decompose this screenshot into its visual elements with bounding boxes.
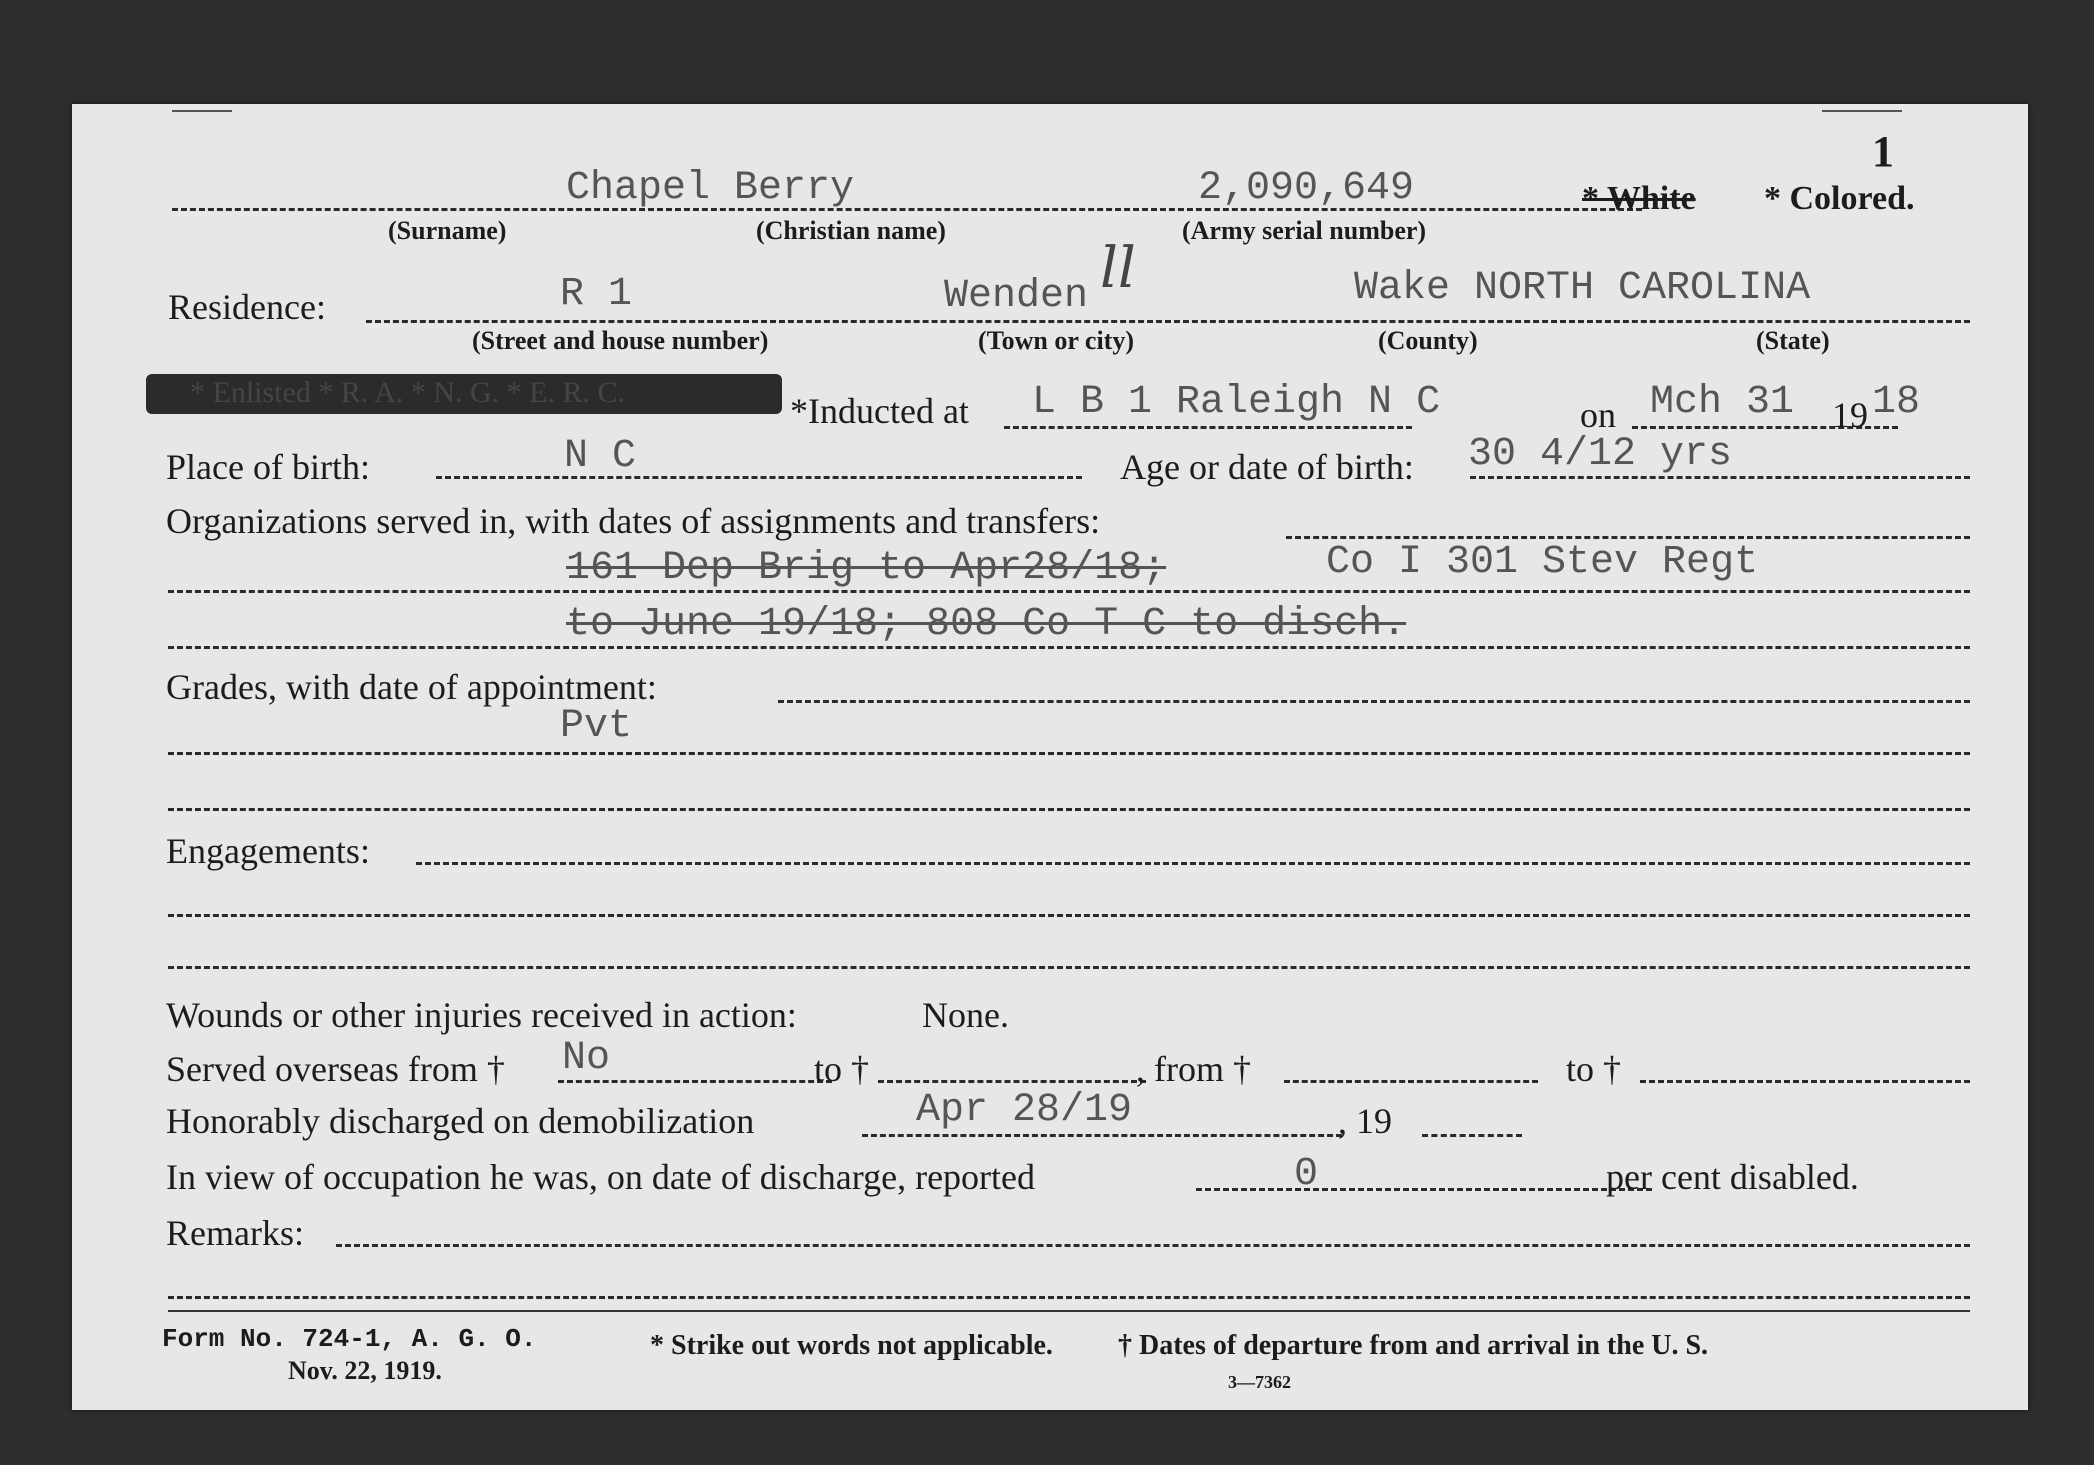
county-state-value: Wake NORTH CAROLINA (1354, 266, 1811, 311)
inducted-label: *Inducted at (790, 391, 969, 431)
overseas-from2-label: , from † (1136, 1049, 1251, 1089)
card-number: 1 (1872, 127, 1894, 176)
enlisted-struck: * Enlisted * R. A. * N. G. * E. R. C. (190, 376, 626, 409)
discharge-line (862, 1134, 1342, 1137)
surname-value: Chapel Berry (566, 166, 855, 211)
org-line1b: Co I 301 Stev Regt (1326, 540, 1759, 585)
caption-christian: (Christian name) (756, 216, 946, 245)
overseas-from-value: No (562, 1036, 611, 1081)
overseas-from2-line (1284, 1080, 1538, 1083)
race-white: * White (1582, 180, 1696, 217)
strike-note: * Strike out words not applicable. (650, 1330, 1053, 1361)
disability-label: In view of occupation he was, on date of discharge, reported (166, 1157, 1036, 1197)
engagements-label: Engagements: (166, 831, 370, 871)
discharge-year-line (1422, 1134, 1522, 1137)
year-prefix: 19 (1832, 395, 1868, 435)
wounds-value: None. (922, 995, 1009, 1035)
print-code: 3—7362 (1228, 1372, 1291, 1392)
footer-rule (168, 1310, 1970, 1312)
engagements-line-2 (168, 914, 1970, 917)
org-line2: to June 19/18; 808 Co T C to disch. (566, 602, 1407, 647)
age-value: 30 4/12 yrs (1468, 432, 1733, 477)
name-line (172, 208, 1642, 211)
dates-note: † Dates of departure from and arrival in the U. S. (1118, 1330, 1709, 1361)
caption-surname: (Surname) (388, 216, 507, 245)
remarks-label: Remarks: (166, 1213, 304, 1253)
draft-card (72, 104, 2028, 1410)
overseas-to-label: to † (814, 1049, 870, 1089)
caption-serial: (Army serial number) (1182, 216, 1427, 245)
engagements-line-3 (168, 966, 1970, 969)
disability-value: 0 (1294, 1152, 1319, 1197)
remarks-line (336, 1244, 1970, 1247)
overseas-label: Served overseas from † (166, 1049, 505, 1089)
serial-value: 2,090,649 (1198, 166, 1415, 211)
edge-mark (172, 110, 232, 112)
organizations-label: Organizations served in, with dates of assignments and transfers: (166, 501, 1101, 541)
discharge-date: Apr 28/19 (916, 1088, 1133, 1133)
inducted-date: Mch 31 (1650, 380, 1795, 425)
grades-line (778, 700, 1970, 703)
birthplace-value: N C (564, 434, 637, 479)
year-suffix: 18 (1872, 380, 1921, 425)
form-date: Nov. 22, 1919. (288, 1356, 442, 1385)
age-label: Age or date of birth: (1120, 447, 1414, 487)
wounds-label: Wounds or other injuries received in action: (166, 995, 797, 1035)
grades-line-3 (168, 808, 1970, 811)
remarks-line-2 (168, 1296, 1970, 1299)
overseas-to-line (878, 1080, 1146, 1083)
on-label: on (1580, 395, 1616, 435)
edge-mark-right (1822, 110, 1902, 112)
overseas-to2-line (1640, 1080, 1970, 1083)
grades-value: Pvt (560, 704, 633, 749)
grades-label: Grades, with date of appointment: (166, 667, 657, 707)
inducted-place: L B 1 Raleigh N C (1032, 380, 1441, 425)
engagements-line (416, 862, 1970, 865)
street-value: R 1 (560, 272, 633, 317)
grades-line-2 (168, 752, 1970, 755)
discharge-label: Honorably discharged on demobilization (166, 1101, 755, 1141)
disability-suffix: per cent disabled. (1606, 1157, 1859, 1197)
residence-line (366, 320, 1970, 323)
caption-county: (County) (1378, 326, 1478, 355)
overseas-to2-label: to † (1566, 1049, 1622, 1089)
residence-label: Residence: (168, 287, 326, 327)
discharge-year-label: , 19 (1338, 1101, 1392, 1141)
disability-line (1196, 1188, 1652, 1191)
caption-street: (Street and house number) (472, 326, 769, 355)
birthplace-label: Place of birth: (166, 447, 370, 487)
form-number: Form No. 724-1, A. G. O. (162, 1324, 537, 1354)
caption-town: (Town or city) (978, 326, 1134, 355)
town-value: Wenden (944, 274, 1089, 319)
birthplace-line (436, 476, 1082, 479)
organizations-line (1286, 536, 1970, 539)
town-handwritten: ll (1100, 236, 1136, 301)
org-line1a: 161 Dep Brig to Apr28/18; (566, 546, 1167, 591)
inducted-line (1004, 426, 1412, 429)
race-colored: * Colored. (1764, 180, 1915, 217)
caption-state: (State) (1756, 326, 1830, 355)
